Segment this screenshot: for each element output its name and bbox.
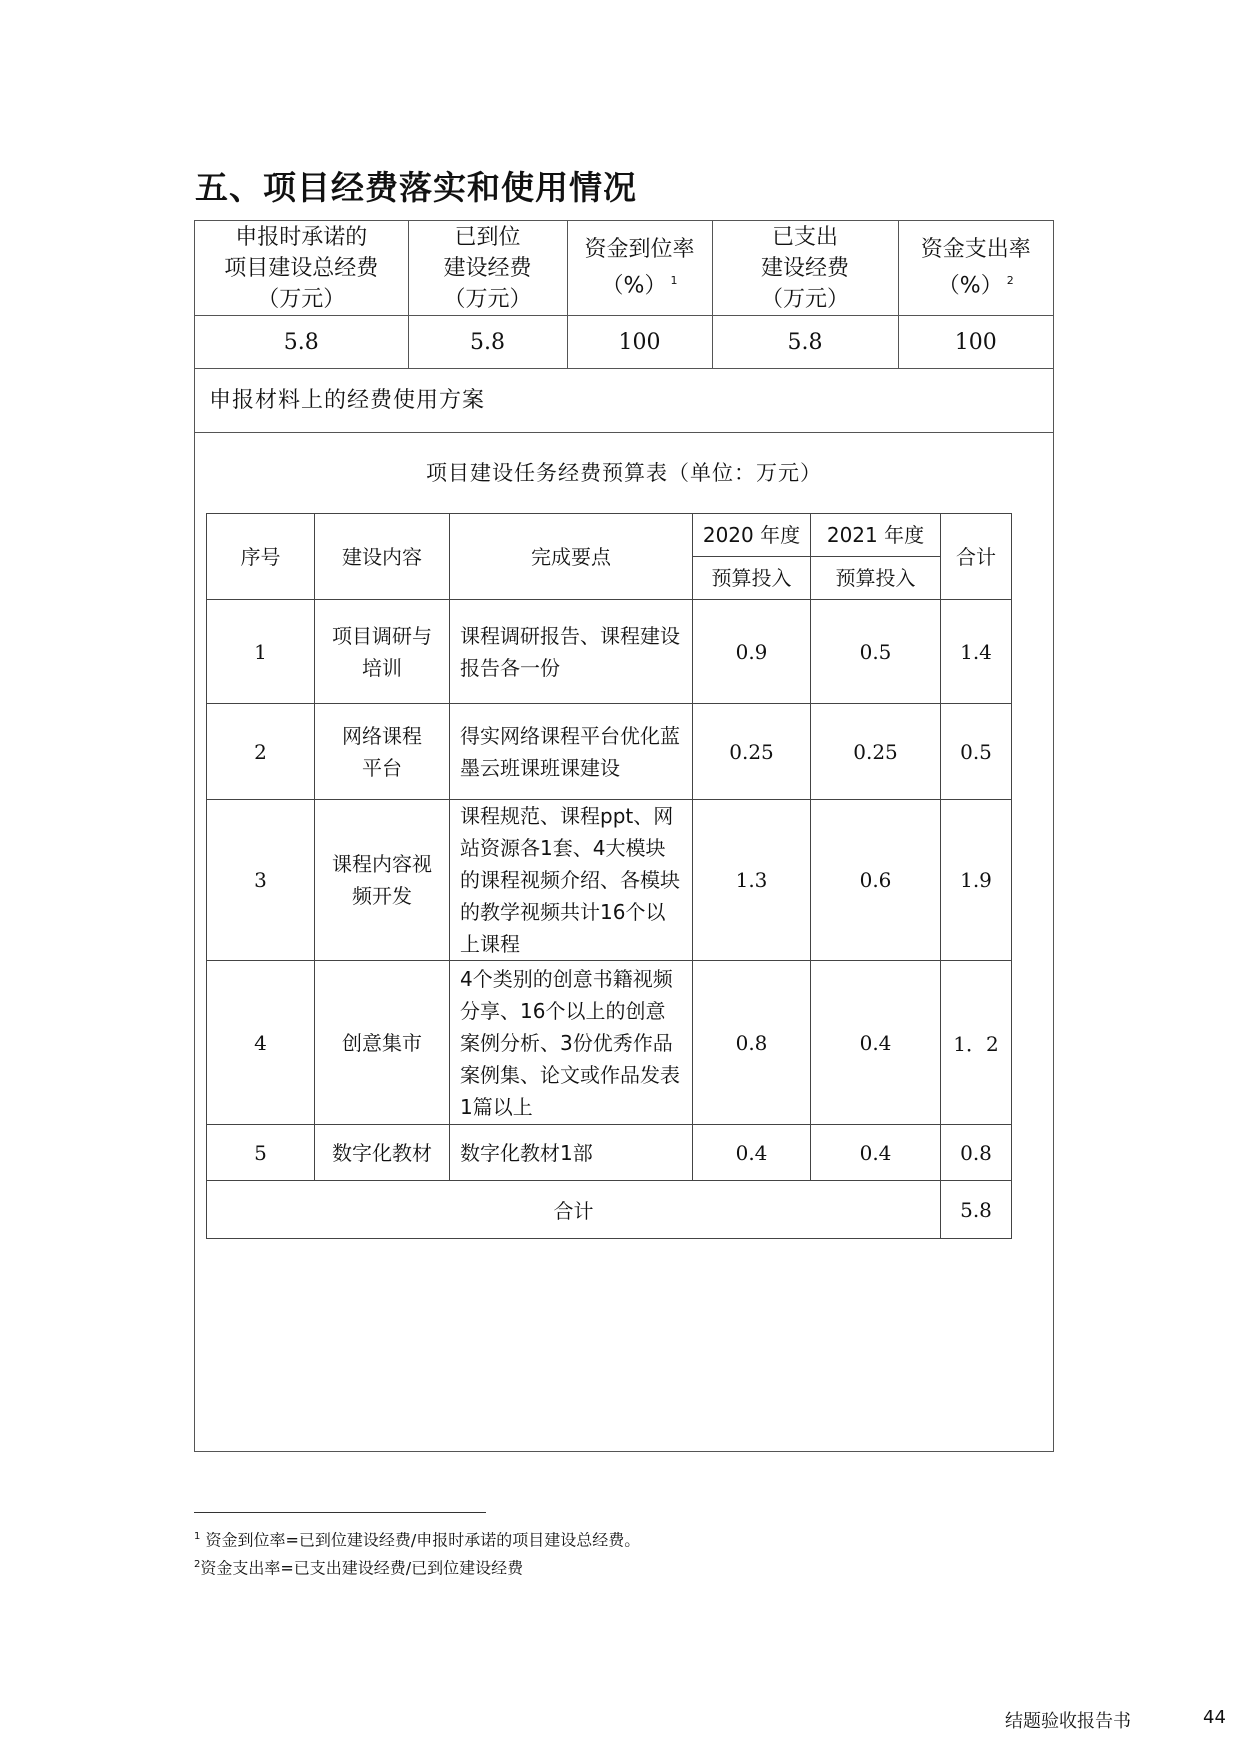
footnote-1: $^1$ 资金到位率=已到位建设经费/申报时承诺的项目建设总经费。 [194, 1530, 641, 1550]
footnotes [194, 1524, 640, 1581]
footer-doc-title: 结题验收报告书 [1005, 1711, 1131, 1732]
plan-label: 申报材料上的经费使用方案 [195, 369, 1053, 433]
page-number: 44 [1203, 1707, 1226, 1728]
header-arrival-rate: 资金到位率 （%） $^1$ [567, 221, 712, 316]
value-received-funds: 5.8 [408, 316, 567, 369]
funding-summary-table [195, 221, 1053, 369]
row-seq: 4 [207, 961, 315, 1125]
row-content: 项目调研与培训 [315, 600, 450, 704]
row-y2021: 0.5 [811, 600, 941, 704]
value-spending-rate: 100 [898, 316, 1053, 369]
row-y2020: 0.25 [693, 704, 811, 800]
col-seq: 序号 [207, 514, 315, 600]
sum-row [207, 1181, 1012, 1239]
row-content: 数字化教材 [315, 1125, 450, 1181]
row-y2021: 0.25 [811, 704, 941, 800]
row-points: 数字化教材1部 [450, 1125, 693, 1181]
budget-caption: 项目建设任务经费预算表（单位：万元） [426, 461, 822, 485]
row-total: 1.9 [941, 800, 1012, 961]
col-points: 完成要点 [450, 514, 693, 600]
col-y2021: 2021 年度 [811, 514, 941, 557]
footnote-divider [194, 1512, 486, 1513]
footnote-ref-1: 1 [670, 274, 678, 288]
table-row [207, 1125, 1012, 1181]
table-row [207, 704, 1012, 800]
row-total: 0.5 [941, 704, 1012, 800]
row-content: 网络课程平台 [315, 704, 450, 800]
row-points: 4个类别的创意书籍视频分享、16个以上的创意案例分析、3份优秀作品案例集、论文或作品发表1篇以上 [450, 961, 693, 1125]
table-row [207, 800, 1012, 961]
row-content: 课程内容视频开发 [315, 800, 450, 961]
row-y2021: 0.4 [811, 961, 941, 1125]
col-content: 建设内容 [315, 514, 450, 600]
row-points: 得实网络课程平台优化蓝墨云班课班课建设 [450, 704, 693, 800]
row-y2020: 0.4 [693, 1125, 811, 1181]
row-y2020: 1.3 [693, 800, 811, 961]
row-total: 1．2 [941, 961, 1012, 1125]
row-y2020: 0.9 [693, 600, 811, 704]
header-spending-rate: 资金支出率 （%） $^2$ [898, 221, 1053, 316]
summary-header-row [195, 221, 1053, 316]
summary-value-row [195, 316, 1053, 369]
header-spent-funds: 已支出 建设经费 （万元） [712, 221, 898, 316]
footnote-ref-2: 2 [1006, 274, 1014, 288]
value-arrival-rate: 100 [567, 316, 712, 369]
row-points: 课程调研报告、课程建设报告各一份 [450, 600, 693, 704]
row-seq: 2 [207, 704, 315, 800]
funding-box [194, 220, 1054, 1452]
budget-table [206, 513, 1012, 1239]
budget-header-row [207, 514, 1012, 557]
col-y2020: 2020 年度 [693, 514, 811, 557]
col-y2021-budget: 预算投入 [811, 557, 941, 600]
section-title: 五、项目经费落实和使用情况 [195, 168, 637, 207]
row-y2021: 0.6 [811, 800, 941, 961]
col-total: 合计 [941, 514, 1012, 600]
table-row [207, 600, 1012, 704]
row-total: 1.4 [941, 600, 1012, 704]
header-received-funds: 已到位 建设经费 （万元） [408, 221, 567, 316]
row-seq: 5 [207, 1125, 315, 1181]
row-seq: 1 [207, 600, 315, 704]
row-y2021: 0.4 [811, 1125, 941, 1181]
header-committed-total: 申报时承诺的 项目建设总经费 （万元） [195, 221, 408, 316]
row-content: 创意集市 [315, 961, 450, 1125]
col-y2020-budget: 预算投入 [693, 557, 811, 600]
row-points: 课程规范、课程ppt、网站资源各1套、4大模块的课程视频介绍、各模块的教学视频共计16个以上课程 [450, 800, 693, 961]
sum-label: 合计 [207, 1181, 941, 1239]
sum-value: 5.8 [941, 1181, 1012, 1239]
table-row [207, 961, 1012, 1125]
value-spent-funds: 5.8 [712, 316, 898, 369]
footnote-2: $^2$资金支出率=已支出建设经费/已到位建设经费 [194, 1558, 524, 1578]
row-seq: 3 [207, 800, 315, 961]
row-y2020: 0.8 [693, 961, 811, 1125]
value-committed-total: 5.8 [195, 316, 408, 369]
row-total: 0.8 [941, 1125, 1012, 1181]
